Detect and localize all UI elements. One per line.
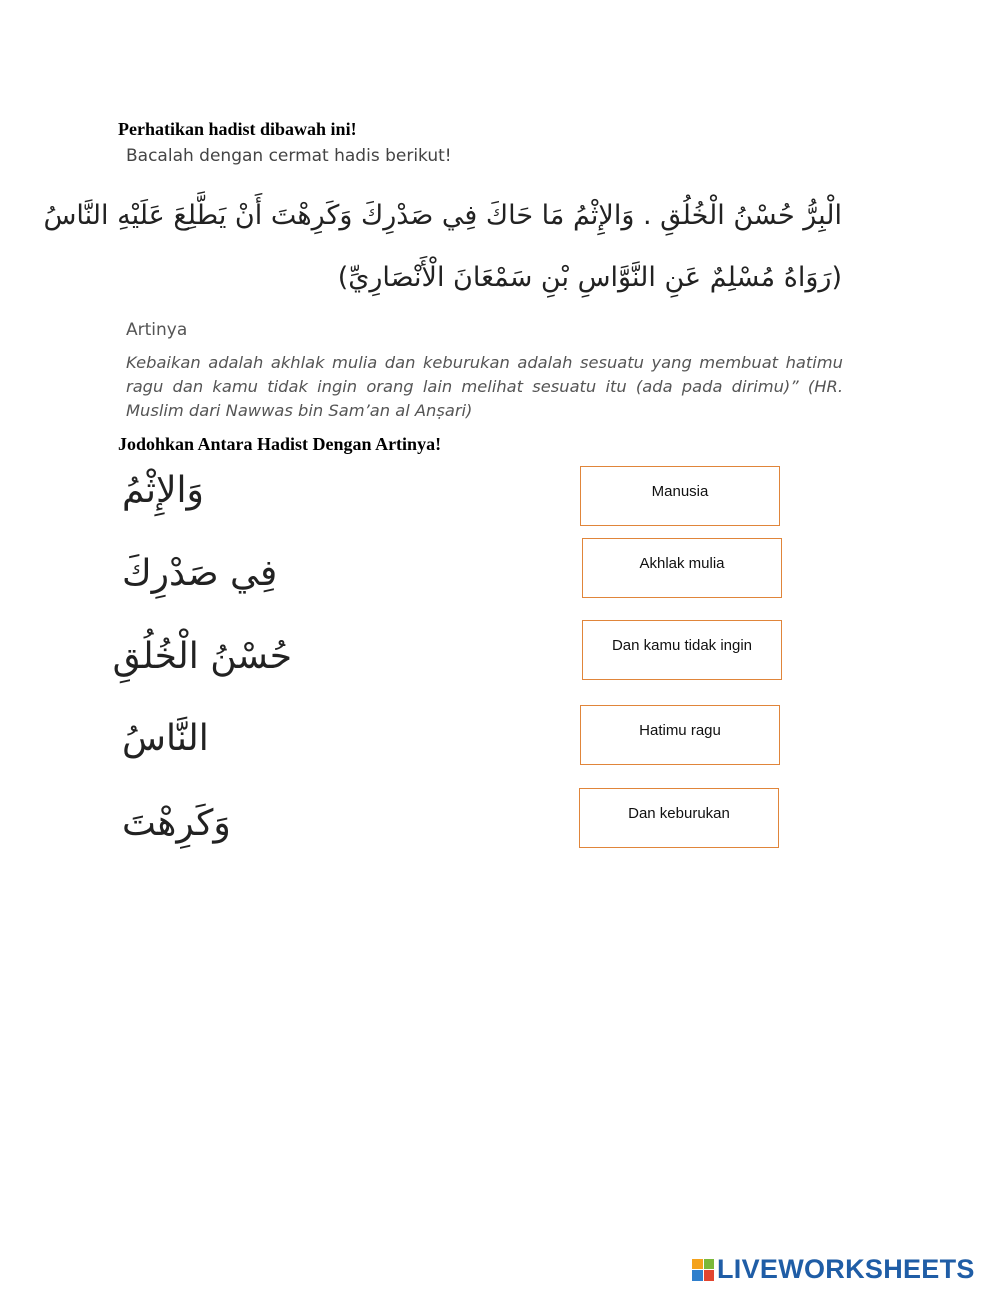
answer-box-5[interactable] — [579, 788, 779, 848]
logo-square-4 — [704, 1270, 715, 1281]
arabic-term-1: وَالإِثْمُ — [122, 470, 204, 511]
hadith-source-arabic: (رَوَاهُ مُسْلِمٌ عَنِ النَّوَّاسِ بْنِ سَمْعَانَ الْأَنْصَارِيِّ) — [337, 262, 842, 293]
answer-box-1[interactable] — [580, 466, 780, 526]
liveworksheets-logo-text: LIVEWORKSHEETS — [717, 1254, 975, 1284]
artinya-label: Artinya — [126, 320, 188, 340]
liveworksheets-logo-icon — [692, 1259, 714, 1281]
logo-square-1 — [692, 1259, 703, 1270]
logo-square-3 — [692, 1270, 703, 1281]
hadith-translation: Kebaikan adalah akhlak mulia dan keburukan adalah sesuatu yang membuat hatimu ragu dan kamu tidak ingin orang lain melihat sesuatu itu (ada pada dirimu)” (HR. Muslim dari Nawwas bin Sam’an al Anṣari) — [126, 353, 843, 420]
instruction-match-heading: Jodohkan Antara Hadist Dengan Artinya! — [118, 434, 442, 454]
hadith-arabic-text: الْبِرُّ حُسْنُ الْخُلُقِ . وَالإِثْمُ مَا حَاكَ فِي صَدْرِكَ وَكَرِهْتَ أَنْ يَطَّلِعَ عَلَيْهِ النَّاسُ — [43, 200, 842, 231]
intro-text: Bacalah dengan cermat hadis berikut! — [126, 146, 452, 166]
answer-label: Dan keburukan — [628, 805, 730, 822]
arabic-term-5: وَكَرِهْتَ — [122, 803, 231, 844]
answer-box-4[interactable] — [580, 705, 780, 765]
arabic-term-2: فِي صَدْرِكَ — [122, 553, 278, 594]
arabic-term-4: النَّاسُ — [122, 718, 209, 759]
liveworksheets-logo — [692, 1254, 975, 1285]
answer-label: Akhlak mulia — [639, 555, 725, 572]
instruction-read-heading: Perhatikan hadist dibawah ini! — [118, 119, 357, 139]
answer-label: Dan kamu tidak ingin — [611, 637, 753, 654]
logo-square-2 — [704, 1259, 715, 1270]
arabic-term-3: حُسْنُ الْخُلُقِ — [112, 636, 292, 677]
answer-box-3[interactable] — [582, 620, 782, 680]
answer-label: Manusia — [651, 483, 709, 500]
answer-label: Hatimu ragu — [639, 722, 721, 739]
answer-box-2[interactable] — [582, 538, 782, 598]
